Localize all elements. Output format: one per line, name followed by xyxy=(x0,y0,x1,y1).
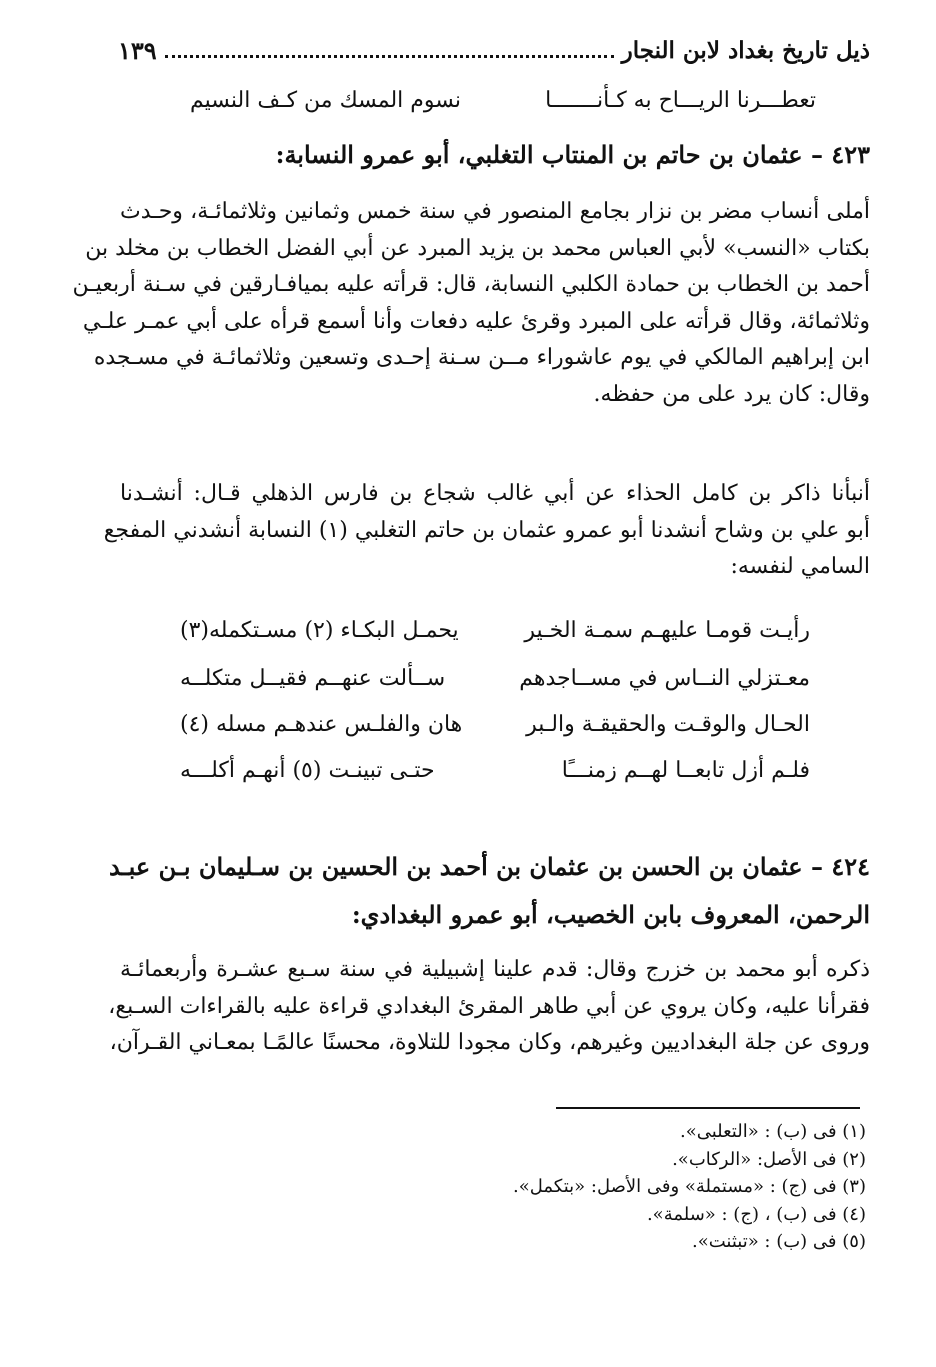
paragraph-line: أحمد بن الخطاب بن حمادة الكلبي النسابة، قال: قرأته عليه بميافـارقين في سـنة أربعيـن xyxy=(72,272,870,297)
verse-second-hemistich: نسوم المسك من كـف النسيم xyxy=(190,88,461,113)
poem-first-hemistich: معـتزلي النــاس في مســاجدهم xyxy=(519,666,810,691)
leader-dots xyxy=(165,55,614,58)
paragraph-line: أملى أنساب مضر بن نزار بجامع المنصور في سنة خمس وثمانين وثلاثمائـة، وحـدث xyxy=(120,199,870,224)
paragraph-line: أنبأنا ذاكر بن كامل الحذاء عن أبي غالب شجاع بن فارس الذهلي قـال: أنشـدنا xyxy=(120,481,870,506)
poem-verse xyxy=(120,758,870,798)
poem-second-hemistich: يحمـل البكـاء (٢) مسـتكمله(٣) xyxy=(180,618,459,643)
poem-first-hemistich: فلـم أزل تابعــا لهــم زمنـــًا xyxy=(561,758,810,783)
footnote: (٥) فى (ب) : «تبثنت». xyxy=(691,1231,866,1252)
running-title: ذيل تاريخ بغداد لابن النجار xyxy=(621,36,870,64)
poem-verse xyxy=(120,666,870,706)
poem-verse xyxy=(120,618,870,658)
footnote: (٤) فى (ب) ، (ج) : «سلمة». xyxy=(646,1203,866,1225)
poem-second-hemistich: ســألت عنهــم فقيــل متكلــه xyxy=(180,666,446,691)
entry-423-paragraph-1 xyxy=(72,194,870,413)
paragraph-line: فقرأنا عليه، وكان يروي عن أبي طاهر المقرئ البغدادي قراءة عليه بالقراءات السـبع، xyxy=(108,993,870,1019)
paragraph-line: وقال: كان يرد على من حفظه. xyxy=(593,381,870,407)
footnote: (١) فى (ب) : «التعلبى». xyxy=(679,1121,866,1142)
running-head xyxy=(118,30,870,70)
poem-first-hemistich: رأيـت قومـا عليهـم سمـة الخـير xyxy=(524,618,810,643)
footnote: (٢) فى الأصل: «الركاب». xyxy=(672,1148,866,1170)
footnotes xyxy=(513,1118,866,1256)
entry-423-paragraph-2 xyxy=(103,476,870,586)
poem-first-hemistich: الحـال والوقـت والحقيقـة والـبر xyxy=(526,712,810,737)
paragraph-line: ذكره أبو محمد بن خزرج وقال: قدم علينا إشبيلية في سنة سـبع عشـرة وأربعمائـة xyxy=(120,957,870,982)
poem-verse xyxy=(120,712,870,752)
poem-second-hemistich: هان والفلـس عندهـم مسله (٤) xyxy=(180,712,463,737)
paragraph-line: ابن إبراهيم المالكي في يوم عاشوراء مــن سـنة إحـدى وتسعين وثلاثمائـة في مسـجده xyxy=(93,345,870,370)
paragraph-line: السامي لنفسه: xyxy=(730,554,870,579)
page-number: ١٣٩ xyxy=(118,35,157,65)
entry-424-paragraph xyxy=(108,952,870,1062)
verse-first-hemistich: تعطـــرنا الريـــاح به كـأنـــــــا xyxy=(545,88,816,113)
paragraph-line: أبو علي بن وشاح أنشدنا أبو عمرو عثمان بن حاتم التغلبي (١) النسابة أنشدني المفجع xyxy=(103,517,870,543)
entry-423-heading: ٤٢٣ – عثمان بن حاتم بن المنتاب التغلبي، أبو عمرو النسابة: xyxy=(275,140,870,169)
footnote: (٣) فى (ج) : «مستملة» وفى الأصل: «بتكمل». xyxy=(513,1176,866,1197)
entry-424-heading-line-1: ٤٢٤ – عثمان بن الحسن بن عثمان بن أحمد بن الحسين بن سـليمان بـن عبـد xyxy=(109,852,870,881)
paragraph-line: وثلاثمائة، وقال قرأته على المبرد وقرئ عليه دفعات وأنا أسمع قرأه على أبي عمـر علـي xyxy=(82,308,870,334)
entry-424-heading-line-2: الرحمن، المعروف بابن الخصيب، أبو عمرو البغدادي: xyxy=(351,900,870,929)
paragraph-line: وروى عن جلة البغداديين وغيرهم، وكان مجودا للتلاوة، محسنًا عالمًـا بمعـاني القـرآن، xyxy=(109,1030,870,1055)
paragraph-line: بكتاب «النسب» لأبي العباس محمد بن يزيد المبرد عن أبي الفضل الخطاب بن مخلد بن xyxy=(85,235,870,261)
footnote-separator xyxy=(556,1107,860,1109)
poem-second-hemistich: حتـى تبينـت (٥) أنهـم أكلـــه xyxy=(180,758,435,783)
